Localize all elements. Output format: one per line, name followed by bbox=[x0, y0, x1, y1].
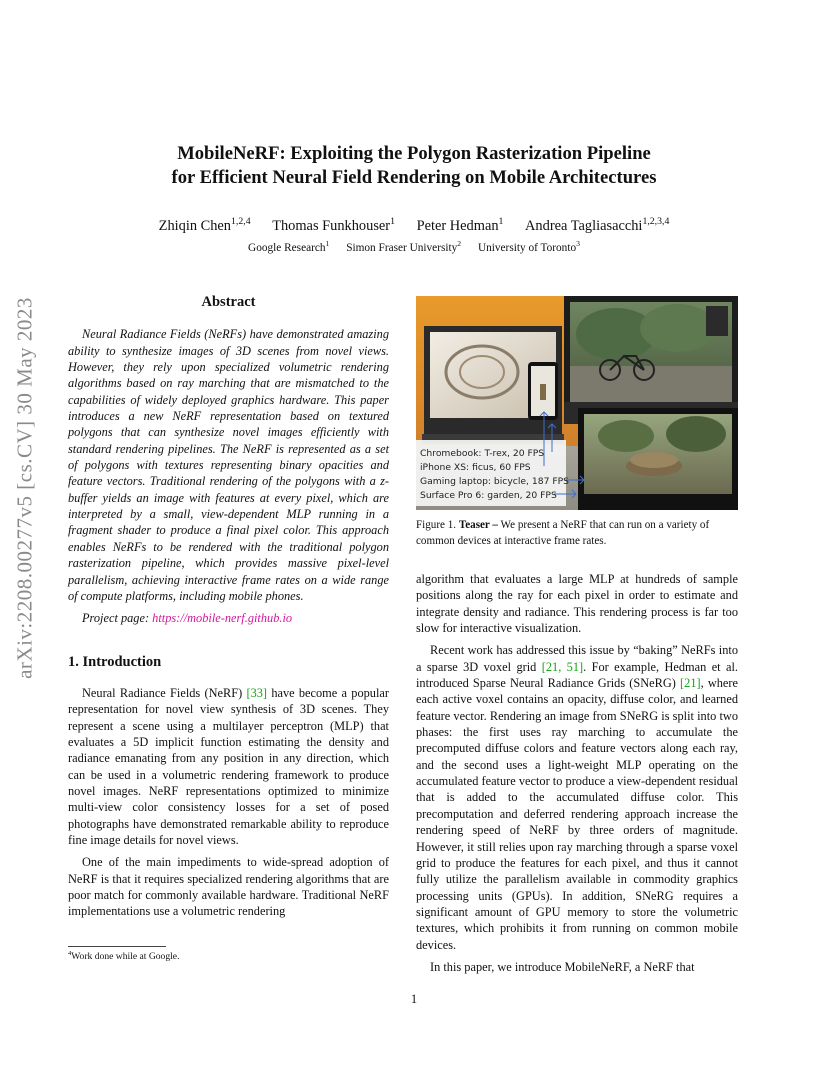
teaser-photo bbox=[416, 296, 738, 510]
left-column bbox=[68, 294, 389, 920]
affiliation: Google Research$^1$ bbox=[248, 239, 330, 254]
arxiv-identifier: arXiv:2208.00277v5 [cs.CV] 30 May 2023 bbox=[12, 297, 37, 679]
citation-link[interactable]: [21, 51] bbox=[541, 659, 584, 674]
figure-caption: Figure 1. Teaser – We present a NeRF that can run on a variety of common devices at interactive frame rates. bbox=[416, 519, 710, 547]
affiliation: Simon Fraser University$^2$ bbox=[346, 239, 462, 254]
author-list bbox=[90, 218, 738, 235]
paper-title-line-2: for Efficient Neural Field Rendering on Mobile Architectures bbox=[171, 167, 657, 188]
author: Peter Hedman$^1$ bbox=[416, 216, 504, 234]
project-page-link[interactable]: https://mobile-nerf.github.io bbox=[152, 611, 293, 626]
right-paragraph-3: In this paper, we introduce MobileNeRF, a NeRF that bbox=[430, 959, 695, 974]
intro-paragraph-2: One of the main impediments to wide-spread adoption of NeRF is that it requires specialized rendering algorithms that are poor match for commonly available hardware. Traditional NeRF implementations use a volumetric rendering bbox=[68, 855, 389, 919]
abstract-heading: Abstract bbox=[201, 294, 256, 310]
introduction-heading: 1. Introduction bbox=[68, 653, 162, 670]
right-column bbox=[416, 571, 738, 975]
author: Andrea Tagliasacchi$^{1,2,3,4}$ bbox=[525, 216, 670, 234]
teaser-figure bbox=[416, 296, 738, 510]
citation-link[interactable]: [33] bbox=[246, 685, 268, 700]
overlay-label-chromebook: Chromebook: T-rex, 20 FPS bbox=[420, 448, 545, 459]
page-number: 1 bbox=[410, 992, 418, 1006]
footnote: $^4$Work done while at Google. bbox=[68, 949, 180, 962]
paper-title-line-1: MobileNeRF: Exploiting the Polygon Rasterization Pipeline bbox=[177, 143, 651, 164]
author: Zhiqin Chen$^{1,2,4}$ bbox=[158, 216, 251, 234]
citation-link[interactable]: [21] bbox=[680, 676, 701, 691]
author: Thomas Funkhouser$^1$ bbox=[272, 216, 395, 234]
affiliation-list bbox=[90, 239, 738, 254]
right-paragraph-2: Recent work has addressed this issue by “baking” NeRFs into a sparse 3D voxel grid [21, 51]. For example, Hedman et al. introduced Sparse Neural Radiance Grids (SNeRG) [21], where each active voxel contains an opacity, diffuse color, and learned feature vector. Rendering an image from SNeRG is split into two phases: the first uses ray marching to accumulate the precomputed diffuse colors and feature vectors along each ray, and the second uses a light-weight MLP operating on the accumulated feature vector to produce a view-dependent residual that is added to the accumulated diffuse color. This precomputation and deferred rendering approach increase the rendering speed of NeRF by three orders of magnitude. However, it still relies upon ray marching through a sparse voxel grid to produce the features for each pixel, and thus it cannot fully utilize the parallelism available in commodity graphics processing units (GPUs). In addition, SNeRG requires a significant amount of GPU memory to store the volumetric textures, which prohibits it from running on common mobile devices. bbox=[416, 643, 738, 952]
right-paragraph-1: algorithm that evaluates a large MLP at hundreds of sample positions along the ray for each pixel in order to estimate and integrate density and radiance. This rendering process is far too slow for interactive visualization. bbox=[416, 572, 738, 636]
overlay-label-gaming-laptop: Gaming laptop: bicycle, 187 FPS bbox=[420, 476, 569, 487]
overlay-label-iphone: iPhone XS: ficus, 60 FPS bbox=[420, 462, 531, 473]
overlay-label-surface-pro: Surface Pro 6: garden, 20 FPS bbox=[420, 490, 557, 501]
affiliation: University of Toronto$^3$ bbox=[477, 239, 580, 254]
intro-paragraph-1: Neural Radiance Fields (NeRF) [33] have become a popular representation for novel view synthesis of 3D scenes. They represent a scene using a multilayer perceptron (MLP) that evaluates a 5D implicit function estimating the density and radiance emanating from any position in any direction, which can be used in a volumetric rendering framework to produce novel images. NeRF representations optimized to minimize multi-view color consistency losses for a set of posed photographs have demonstrated remarkable ability to reproduce fine image details for novel views. bbox=[68, 685, 389, 847]
abstract-text: Neural Radiance Fields (NeRFs) have demonstrated amazing ability to synthesize images of 3D scenes from novel views. However, they rely upon specialized volumetric rendering algorithms based on ray marching that are mismatched to the capabilities of widely deployed graphics hardware. This paper introduces a new NeRF representation based on textured polygons that can synthesize novel images efficiently with standard rendering pipelines. The NeRF is represented as a set of polygons with textures representing binary opacities and feature vectors. Traditional rendering of the polygons with a z-buffer yields an image with features at every pixel, which are interpreted by a small, view-dependent MLP running in a fragment shader to produce a final pixel color. This approach enables NeRFs to be rendered with the traditional polygon rasterization pipeline, which provides massive pixel-level parallelism, achieving interactive frame rates on a wide range of compute platforms, including mobile phones. bbox=[68, 327, 389, 603]
project-page: Project page: https://mobile-nerf.github.io bbox=[82, 611, 293, 626]
footnote-divider bbox=[68, 946, 166, 947]
